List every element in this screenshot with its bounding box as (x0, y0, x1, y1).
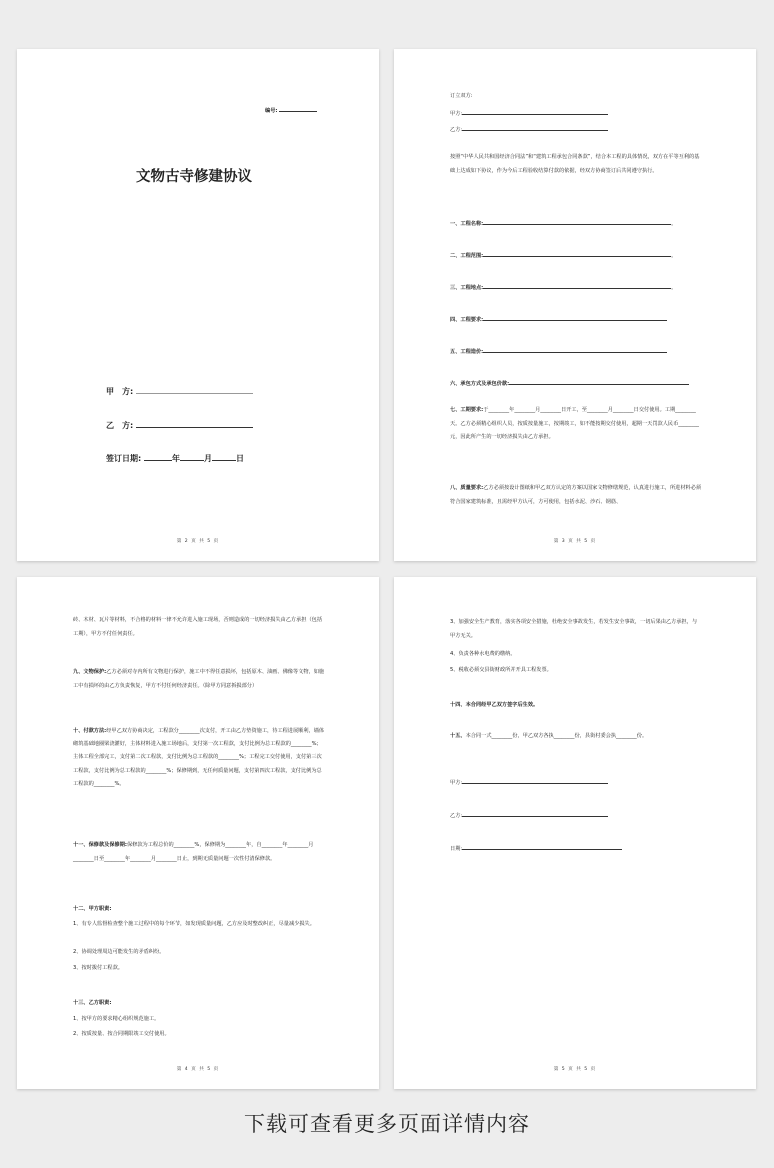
page-footer: 第 3 页 共 5 页 (553, 539, 597, 544)
party-b-label: 乙 方: (106, 421, 134, 430)
section-8-quality (450, 482, 702, 509)
year-blank (144, 454, 172, 461)
document-page-4 (394, 577, 756, 1089)
sign-date-label: 签订日期: (106, 454, 142, 463)
serial-number-row (265, 105, 317, 115)
section-label: 十一、保修款及保修期: (73, 842, 127, 848)
parties-intro: 订立双方: (450, 93, 473, 99)
section-7-schedule (450, 404, 702, 445)
item-line (483, 314, 667, 321)
date-line (462, 843, 622, 850)
party-b-duty-item: 3、加强安全生产教育，落实各项安全措施，杜绝安全事故发生，若发生安全事故，一切后果由乙方承担，与甲方无关。 (450, 619, 698, 639)
document-page-3 (17, 577, 379, 1089)
party-a-signature-row (450, 777, 608, 787)
party-b-signature-row (450, 810, 608, 820)
item-label: 六、承包方式及承包价款: (450, 381, 510, 387)
section-label: 七、工期要求: (450, 407, 484, 413)
date-signature-row (450, 843, 622, 853)
section-10-payment (73, 725, 325, 791)
party-b-row (450, 124, 608, 134)
item-line (483, 346, 667, 353)
item-line (483, 282, 671, 289)
year-label: 年 (172, 454, 180, 463)
party-a-row (450, 108, 608, 118)
section-9-cultural-protection (73, 666, 325, 693)
item-label: 二、工程范围: (450, 253, 484, 259)
continued-paragraph: 砖、木材、瓦片等材料，不合格的材料一律不允许进入施工现场，否则造成的一切经济损失由乙方承担（包括工期），甲方不付任何责任。 (73, 617, 323, 637)
item-project-scope: 二、工程范围: 。 (450, 250, 676, 260)
section-13-heading: 十三、乙方职责: (73, 1000, 112, 1006)
section-label: 八、质量要求: (450, 485, 484, 491)
day-label: 日 (236, 454, 244, 463)
page-footer: 第 2 页 共 5 页 (176, 539, 220, 544)
party-b-line (462, 810, 608, 817)
party-b-label: 乙方: (450, 127, 463, 133)
section-14-effective: 十四、本合同经甲乙双方签字后生效。 (450, 702, 539, 708)
item-project-location: 三、工程地点: 。 (450, 282, 676, 292)
party-a-row (106, 386, 253, 397)
section-text: 经甲乙双方协商决定，工程款分________次支付，开工由乙方垫资施工，待工程进展顺利，墙体砌筑基础地圈梁浇灌好，主体材料进入施工场地后，支付第一次工程款，支付比例为总工程款的________%；主体工程全部完工，支付第二次工程款，支付比例为总工程款的________%；工程完工交付使用，支付第三次工程款，支付比例为总工程款的________%；保修期到，无任何质量问题，支付第四次工程款，支付比例为总工程款的________%。 (73, 728, 325, 787)
serial-number-label: 编号: (265, 108, 278, 114)
section-13-item: 2、按质按量、按合同期限竣工交付使用。 (73, 1031, 170, 1037)
item-project-name: 一、工程名称: 。 (450, 218, 676, 228)
section-text: 乙方必须按设计图纸和甲乙双方认定的方案以国家文物修缮规范，认真进行施工，所进材料必须符合国家建筑标准，且需经甲方认可，方可使用，包括水泥、沙石、钢筋、 (450, 485, 702, 505)
section-12-heading: 十二、甲方职责: (73, 906, 112, 912)
party-b-row (106, 420, 253, 431)
party-a-label: 甲方: (450, 780, 463, 786)
month-label: 月 (204, 454, 212, 463)
section-label: 十、付款方法: (73, 728, 107, 734)
item-label: 四、工程要求: (450, 317, 484, 323)
section-13-item: 1、按甲方的要求精心组织规范施工。 (73, 1016, 160, 1022)
sign-date-row (106, 453, 244, 464)
party-a-line (462, 777, 608, 784)
item-label: 五、工程造价: (450, 349, 484, 355)
party-b-line (462, 124, 608, 131)
party-a-label: 甲方: (450, 111, 463, 117)
date-label: 日期: (450, 846, 463, 852)
section-12-item: 1、有专人监督检查整个施工过程中的每个环节，如发现质量问题，乙方应及时整改纠正，尽量减少损失。 (73, 921, 315, 927)
page-footer: 第 5 页 共 5 页 (553, 1067, 597, 1072)
section-label: 十五、 (450, 733, 466, 739)
intro-paragraph: 按照“中华人民共和国经济合同法”和“建筑工程承包合同条款”，结合本工程的具体情况，双方在平等互利的基础上达成如下协议，作为今后工程验收结算付款的依据，经双方协商签订后共同遵守执行。 (450, 154, 700, 174)
download-caption[interactable]: 下载可查看更多页面详情内容 (244, 1112, 530, 1136)
item-project-requirements (450, 314, 667, 324)
party-b-duty-item: 5、税收必须交县街财政所并开具工程发票。 (450, 667, 552, 673)
party-b-duty-item: 4、负责各种水电费的缴纳。 (450, 651, 516, 657)
section-text: 本合同一式________份，甲乙双方各执________份，县街村委会执________份。 (465, 733, 648, 739)
item-line (483, 218, 671, 225)
item-line (509, 378, 689, 385)
section-12-item: 3、按时拨付工程款。 (73, 965, 123, 971)
section-11-warranty (73, 839, 325, 866)
month-blank (180, 454, 204, 461)
item-label: 一、工程名称: (450, 221, 484, 227)
day-blank (212, 454, 236, 461)
item-contract-method (450, 378, 689, 388)
document-title: 文物古寺修建协议 (136, 169, 252, 185)
party-a-line (462, 108, 608, 115)
item-label: 三、工程地点: (450, 285, 484, 291)
section-text: 保修款为工程总价的________%，保修期为________年，自________年________月________日至________年________月________日止，到期无质量问题一次性付清保修款。 (73, 842, 314, 862)
party-b-label: 乙方: (450, 813, 463, 819)
section-text: 乙方必须对寺内所有文物进行保护，施工中不得任意损坏，包括原木、油画、佛像等文物，如施工中有损坏的由乙方负责恢复，甲方不付任何经济责任。（除甲方同意拆损部分） (73, 669, 325, 689)
serial-number-line (279, 105, 317, 112)
document-page-cover (17, 49, 379, 561)
page-footer: 第 4 页 共 5 页 (176, 1067, 220, 1072)
document-page-2 (394, 49, 756, 561)
item-project-cost (450, 346, 667, 356)
party-b-line (136, 421, 253, 428)
section-label: 九、文物保护: (73, 669, 107, 675)
item-line (483, 250, 671, 257)
section-15-copies (450, 730, 702, 744)
section-12-item: 2、协调处理周边可能发生的矛盾纠纷。 (73, 949, 165, 955)
section-text: 于________年________月________日开工，至________月________日交付使用。工期________天。乙方必须精心组织人员，按质按量施工，按期竣工，如不能按期交付使用，超期一天罚款人民币________元，因此所产生的一切经济损失由乙方承担。 (450, 407, 700, 440)
party-a-label: 甲 方: (106, 387, 134, 396)
party-a-line (136, 387, 253, 394)
